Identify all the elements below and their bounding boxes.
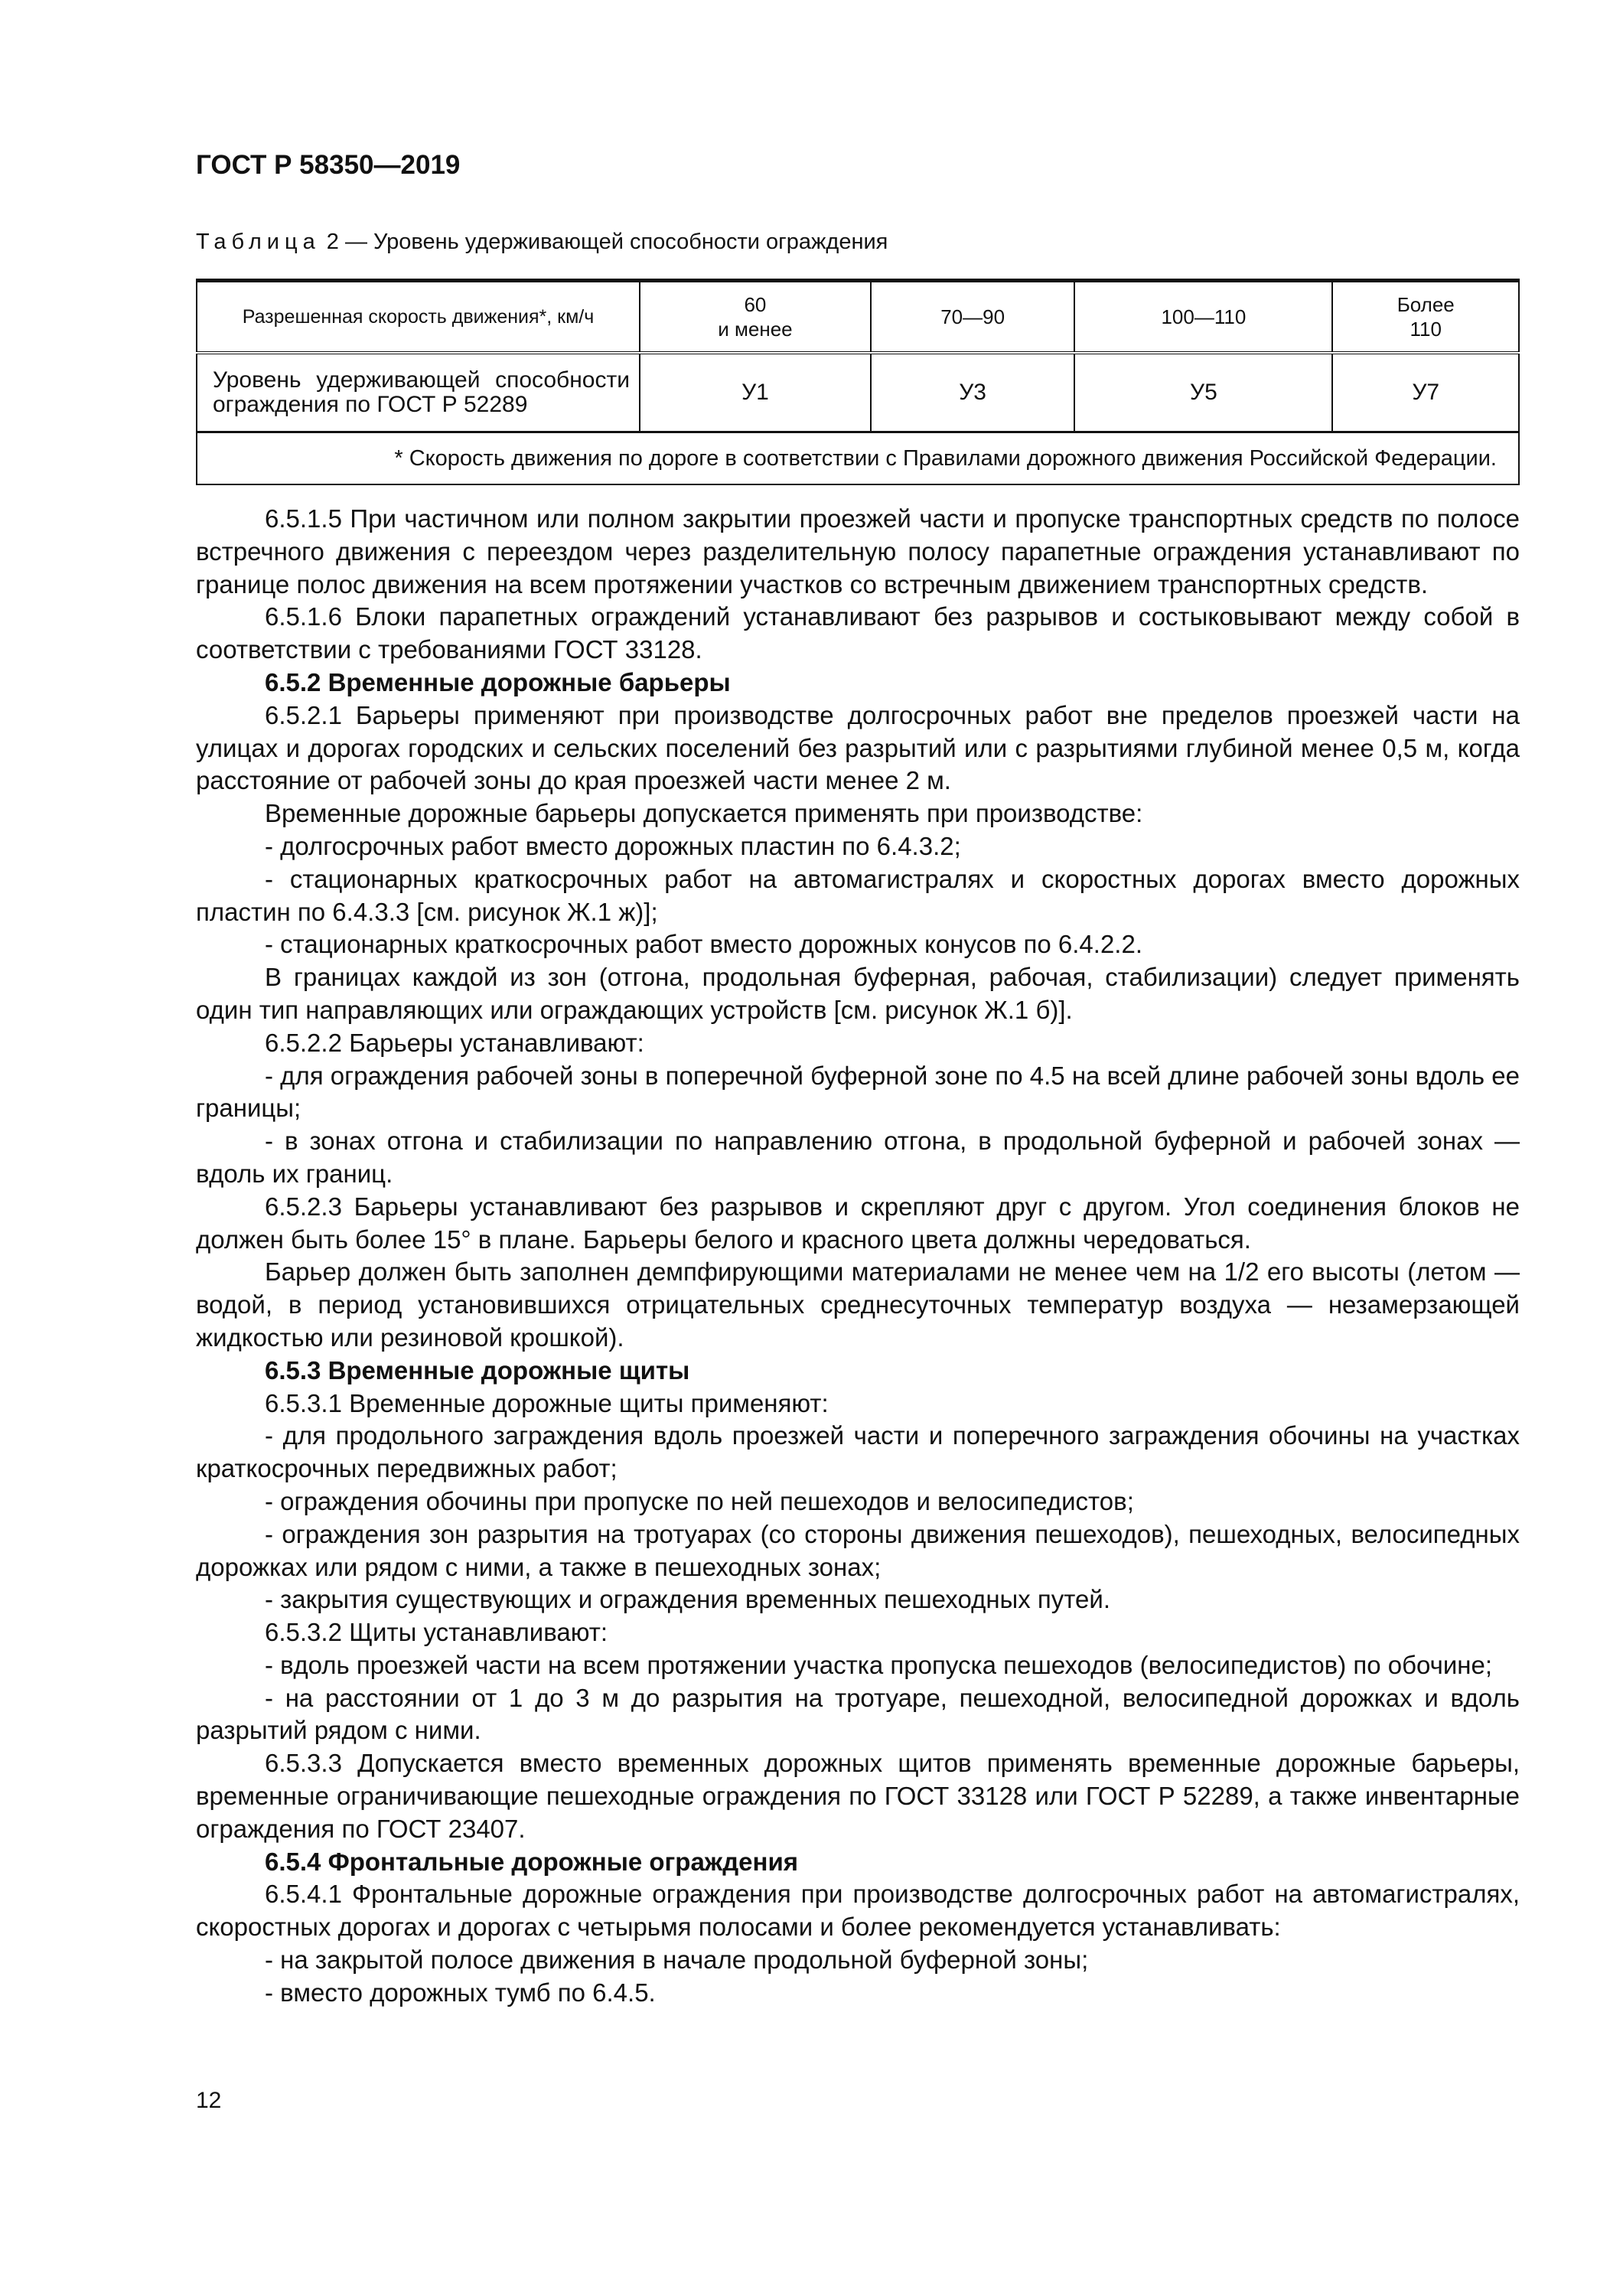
paragraph: - ограждения зон разрытия на тротуарах (со стороны движения пешеходов), пешеходных, велосипедных дорожках или рядом с ними, а также в пешеходных зонах; (196, 1519, 1520, 1581)
header-cell: 70—90 (871, 281, 1074, 354)
section-heading: 6.5.2 Временные дорожные барьеры (265, 667, 731, 696)
paragraph: - в зонах отгона и стабилизации по направлению отгона, в продольной буферной и рабочей зонах — вдоль их границ. (196, 1127, 1520, 1188)
paragraph: - стационарных краткосрочных работ вместо дорожных конусов по 6.4.2.2. (265, 930, 1142, 959)
paragraph: - стационарных краткосрочных работ на автомагистралях и скоростных дорогах вместо дорожных пластин по 6.4.3.3 [см. рисунок Ж.1 ж)]; (196, 864, 1520, 926)
table-footnote-row (197, 432, 1519, 485)
paragraph: 6.5.2.1 Барьеры применяют при производстве долгосрочных работ вне пределов проезжей части на улицах и дорогах городских и сельских поселений без разрытий или с разрытиями глубиной менее 0,5 м, когда расстояние от рабочей зоны до края проезжей части менее 2 м. (196, 700, 1520, 795)
paragraph: - для ограждения рабочей зоны в поперечной буферной зоне по 4.5 на всей длине рабочей зоны вдоль ее границы; (196, 1061, 1520, 1123)
paragraph: - вдоль проезжей части на всем протяжении участка пропуска пешеходов (велосипедистов) по обочине; (265, 1650, 1493, 1679)
paragraph: Барьер должен быть заполнен демпфирующими материалами не менее чем на 1/2 его высоты (летом — водой, в период установившихся отрицательных среднесуточных температур воздуха — незамерзающей жидкостью или резиновой крошкой). (196, 1257, 1520, 1352)
paragraph: - ограждения обочины при пропуске по ней пешеходов и велосипедистов; (265, 1486, 1134, 1515)
header-cell: Более 110 (1332, 281, 1519, 354)
table-cell: У5 (1074, 353, 1332, 432)
section-heading: 6.5.4 Фронтальные дорожные ограждения (265, 1847, 798, 1876)
table-caption-prefix: Таблица (196, 230, 321, 254)
table-cell: У7 (1332, 353, 1519, 432)
table-row (197, 353, 1519, 432)
table-cell: У1 (640, 353, 871, 432)
paragraph: 6.5.2.3 Барьеры устанавливают без разрывов и скрепляют друг с другом. Угол соединения блоков не должен быть более 15° в плане. Барьеры белого и красного цвета должны чередоваться. (196, 1192, 1520, 1254)
paragraph: - на расстоянии от 1 до 3 м до разрытия на тротуаре, пешеходной, велосипедной дорожках и вдоль разрытий рядом с ними. (196, 1683, 1520, 1745)
table-cell: Уровень удерживающей способности ограждения по ГОСТ Р 52289 (197, 353, 640, 432)
header-cell: Разрешенная скорость движения*, км/ч (197, 281, 640, 354)
paragraph: 6.5.1.6 Блоки парапетных ограждений устанавливают без разрывов и состыковывают между собой в соответствии с требованиями ГОСТ 33128. (196, 602, 1520, 664)
paragraph: 6.5.3.3 Допускается вместо временных дорожных щитов применять временные дорожные барьеры, временные ограничивающие пешеходные ограждения по ГОСТ 33128 или ГОСТ Р 52289, а также инвентарные ограждения по ГОСТ 23407. (196, 1749, 1520, 1843)
paragraph: - для продольного заграждения вдоль проезжей части и поперечного заграждения обочины на участках краткосрочных передвижных работ; (196, 1421, 1520, 1483)
table-header-row (197, 281, 1519, 354)
paragraph: - вместо дорожных тумб по 6.4.5. (265, 1978, 656, 2007)
table-caption-text: 2 — Уровень удерживающей способности ограждения (320, 230, 888, 254)
paragraph: 6.5.4.1 Фронтальные дорожные ограждения при производстве долгосрочных работ на автомагистралях, скоростных дорогах и дорогах с четырьмя полосами и более рекомендуется устанавливать: (196, 1880, 1520, 1942)
paragraph: 6.5.2.2 Барьеры устанавливают: (265, 1028, 644, 1057)
paragraph: В границах каждой из зон (отгона, продольная буферная, рабочая, стабилизации) следует применять один тип направляющих или ограждающих устройств [см. рисунок Ж.1 б)]. (196, 963, 1520, 1024)
paragraph: Временные дорожные барьеры допускается применять при производстве: (265, 799, 1143, 828)
paragraph: - долгосрочных работ вместо дорожных пластин по 6.4.3.2; (265, 831, 961, 860)
table-caption (196, 230, 888, 255)
paragraph: 6.5.3.2 Щиты устанавливают: (265, 1618, 608, 1647)
header-cell: 60 и менее (640, 281, 871, 354)
document-title: ГОСТ Р 58350—2019 (196, 150, 461, 180)
table-cell: У3 (871, 353, 1074, 432)
paragraph: - закрытия существующих и ограждения временных пешеходных путей. (265, 1585, 1111, 1614)
paragraph: 6.5.3.1 Временные дорожные щиты применяют: (265, 1388, 829, 1417)
restraint-level-table (196, 279, 1520, 485)
paragraph: - на закрытой полосе движения в начале продольной буферной зоны; (265, 1945, 1089, 1975)
table-footnote: * Скорость движения по дороге в соответствии с Правилами дорожного движения Российской Федерации. (197, 432, 1519, 485)
page-number: 12 (196, 2088, 222, 2113)
document-body (196, 503, 1520, 2010)
paragraph: 6.5.1.5 При частичном или полном закрытии проезжей части и пропуске транспортных средств по полосе встречного движения с переездом через разделительную полосу парапетные ограждения устанавливают по границе полос движения на всем протяжении участков со встречным движением транспортных средств. (196, 504, 1520, 598)
section-heading: 6.5.3 Временные дорожные щиты (265, 1355, 690, 1384)
header-cell: 100—110 (1074, 281, 1332, 354)
